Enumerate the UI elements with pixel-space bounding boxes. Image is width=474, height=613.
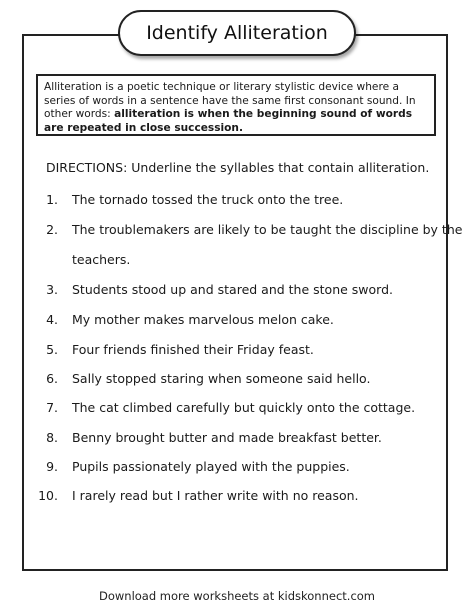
footer-text: Download more worksheets at kidskonnect.com — [98, 589, 376, 603]
definition-emphasis: alliteration is when the beginning sound of words are repeated in close succession. — [44, 108, 413, 134]
question-text: The cat climbed carefully but quickly onto the cottage. — [72, 400, 416, 415]
question-number: 9. — [46, 459, 58, 474]
question-text: Benny brought butter and made breakfast better. — [72, 430, 382, 445]
question-number: 3. — [46, 282, 58, 297]
definition-text: Alliteration is a poetic technique or literary stylistic device where a series of words in a sentence have the same first consonant sound. In other words: — [44, 81, 416, 120]
question-number: 6. — [46, 371, 58, 386]
question-text: Four friends finished their Friday feast. — [72, 342, 314, 357]
question-text-continued: teachers. — [72, 252, 131, 267]
question-number: 8. — [46, 430, 58, 445]
worksheet-title-text: Identify Alliteration — [146, 22, 328, 44]
question-text: The troublemakers are likely to be taught the discipline by the — [72, 222, 463, 237]
worksheet-title — [118, 10, 356, 56]
definition-box — [36, 74, 436, 136]
question-number: 7. — [46, 400, 58, 415]
question-number: 10. — [38, 488, 58, 503]
directions-text: DIRECTIONS: Underline the syllables that contain alliteration. — [46, 160, 430, 175]
question-text: The tornado tossed the truck onto the tree. — [72, 192, 344, 207]
question-text: Pupils passionately played with the puppies. — [72, 459, 350, 474]
question-text: Sally stopped staring when someone said hello. — [72, 371, 371, 386]
question-number: 5. — [46, 342, 58, 357]
question-text: Students stood up and stared and the stone sword. — [72, 282, 394, 297]
question-text: I rarely read but I rather write with no reason. — [72, 488, 359, 503]
question-number: 4. — [46, 312, 58, 327]
question-text: My mother makes marvelous melon cake. — [72, 312, 334, 327]
question-number: 2. — [46, 222, 58, 237]
question-number: 1. — [46, 192, 58, 207]
